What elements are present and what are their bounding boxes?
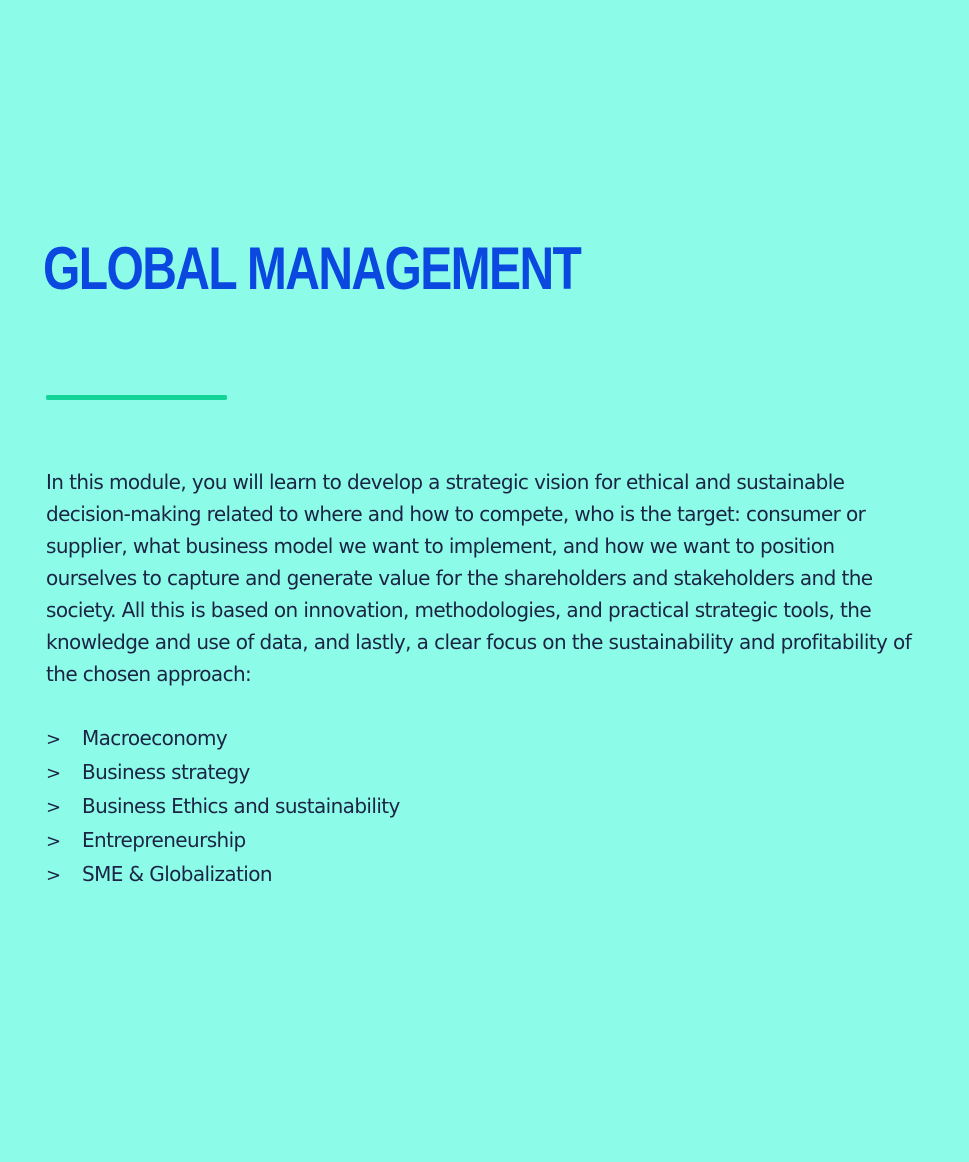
list-item xyxy=(46,756,400,790)
page-title: GLOBAL MANAGEMENT xyxy=(43,235,581,302)
list-item-label: Macroeconomy xyxy=(82,726,228,750)
list-item xyxy=(46,858,400,892)
list-item xyxy=(46,722,400,756)
chevron-right-icon: > xyxy=(46,763,61,784)
chevron-right-icon: > xyxy=(46,797,61,818)
list-item-label: Business Ethics and sustainability xyxy=(82,794,400,818)
title-divider xyxy=(46,395,227,400)
chevron-right-icon: > xyxy=(46,729,61,750)
list-item xyxy=(46,824,400,858)
module-list xyxy=(46,722,400,892)
list-item-label: SME & Globalization xyxy=(82,862,272,886)
chevron-right-icon: > xyxy=(46,831,61,852)
module-description: In this module, you will learn to develop a strategic vision for ethical and sustainable decision-making related to where and how to compete, who is the target: consumer or supplier, what business model we want to implement, and how we want to position ourselves to capture and generate value for the shareholders and stakeholders and the society. All this is based on innovation, methodologies, and practical strategic tools, the knowledge and use of data, and lastly, a clear focus on the sustainability and profitability of the chosen approach: xyxy=(46,470,912,686)
list-item-label: Business strategy xyxy=(82,760,250,784)
list-item xyxy=(46,790,400,824)
list-item-label: Entrepreneurship xyxy=(82,828,246,852)
chevron-right-icon: > xyxy=(46,865,61,886)
